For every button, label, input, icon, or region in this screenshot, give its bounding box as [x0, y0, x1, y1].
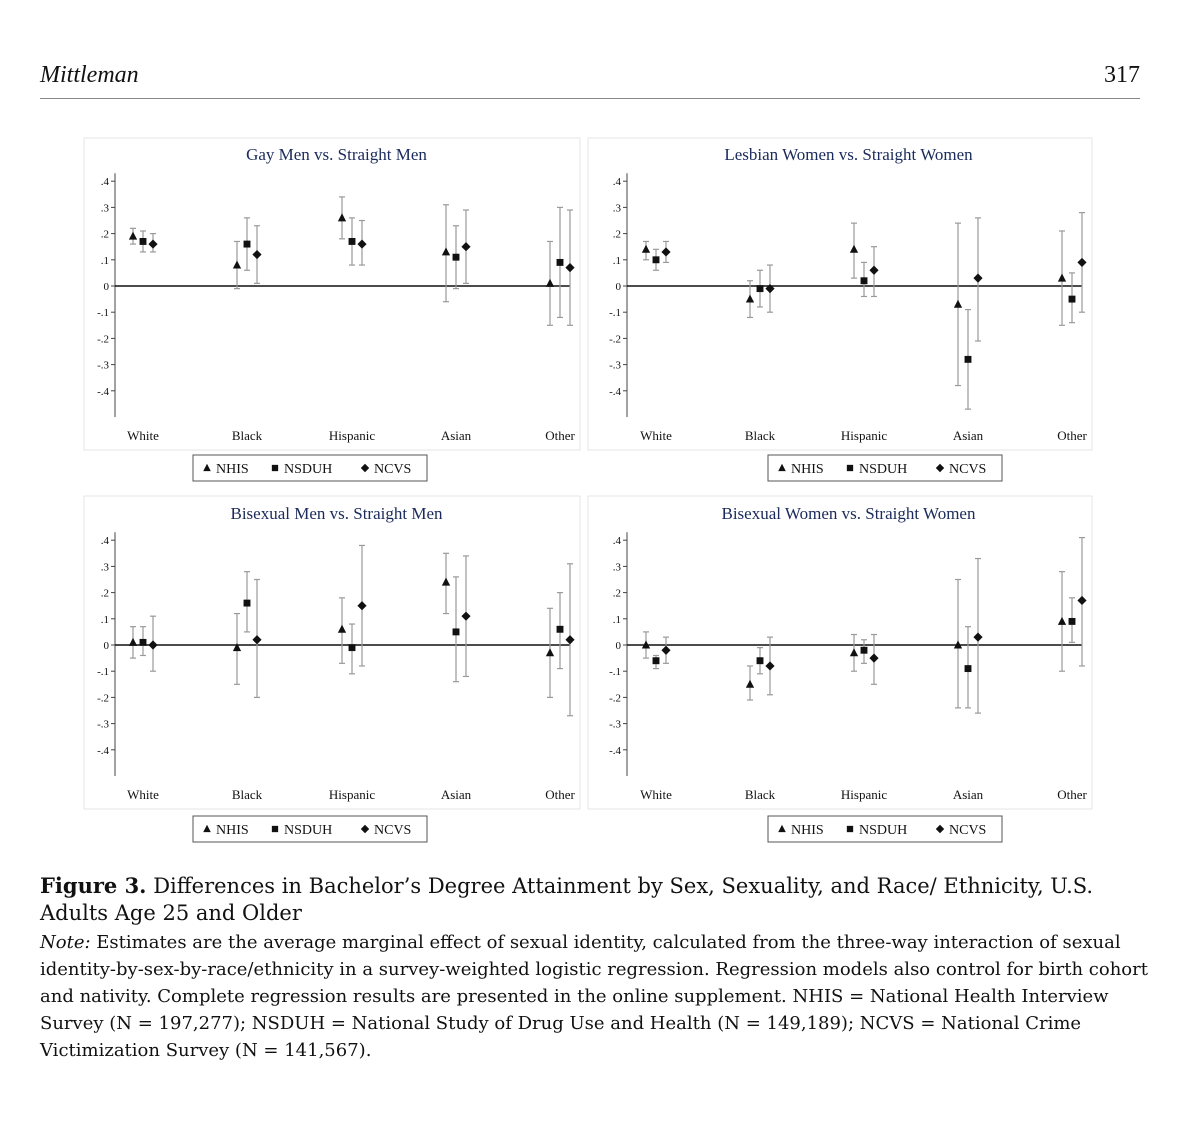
- y-tick-label: -.3: [609, 718, 621, 731]
- x-tick-label: Black: [231, 428, 263, 443]
- y-tick-label: .4: [612, 535, 621, 548]
- legend: [768, 816, 1002, 842]
- data-point-nsduh: [453, 254, 460, 261]
- data-point-nhis: [1058, 274, 1066, 282]
- y-tick-label: .1: [612, 254, 621, 267]
- x-tick-label: Black: [744, 428, 776, 443]
- panel-frame: [84, 496, 580, 809]
- panel-frame: [84, 138, 580, 450]
- data-point-nhis: [746, 295, 754, 303]
- x-tick-label: Hispanic: [328, 787, 376, 802]
- x-tick-label: Asian: [440, 428, 472, 443]
- x-tick-label: Other: [545, 787, 575, 802]
- legend-label: NHIS: [216, 462, 249, 477]
- data-point-nsduh: [140, 639, 147, 646]
- x-tick-label: White: [127, 787, 159, 802]
- x-tick-label: White: [640, 787, 672, 802]
- y-tick-label: 0: [103, 281, 109, 293]
- legend: [768, 455, 1002, 481]
- chart-title: Gay Men vs. Straight Men: [246, 145, 427, 164]
- x-tick-label: White: [127, 428, 159, 443]
- data-point-ncvs: [252, 635, 261, 644]
- y-tick-label: .1: [100, 254, 109, 267]
- y-tick-label: -.3: [609, 359, 621, 372]
- data-point-nhis: [129, 638, 137, 646]
- data-point-nsduh: [244, 600, 251, 607]
- data-point-nsduh: [453, 628, 460, 635]
- x-tick-label: Other: [1057, 787, 1087, 802]
- panel-frame: [588, 496, 1092, 809]
- chart-panel-2: [588, 138, 1092, 481]
- data-point-ncvs: [765, 661, 774, 670]
- data-point-nsduh: [1069, 618, 1076, 625]
- data-point-ncvs: [565, 263, 574, 272]
- data-point-ncvs: [973, 633, 982, 642]
- chart-title: Bisexual Women vs. Straight Women: [721, 504, 976, 523]
- y-tick-label: -.4: [609, 385, 621, 398]
- data-point-nsduh: [757, 657, 764, 664]
- data-point-nhis: [1058, 617, 1066, 625]
- data-point-nsduh: [1069, 296, 1076, 303]
- y-tick-label: -.2: [97, 333, 109, 346]
- data-point-ncvs: [869, 266, 878, 275]
- figure-title: [40, 872, 1150, 927]
- data-point-nsduh: [653, 657, 660, 664]
- x-tick-label: Asian: [440, 787, 472, 802]
- x-tick-label: Black: [744, 787, 776, 802]
- running-head-author: Mittleman: [40, 62, 139, 88]
- x-tick-label: Hispanic: [840, 428, 888, 443]
- data-point-ncvs: [869, 654, 878, 663]
- y-tick-label: -.2: [97, 692, 109, 705]
- chart-panel-3: [84, 496, 580, 842]
- y-tick-label: -.4: [97, 744, 109, 757]
- data-point-nhis: [338, 213, 346, 221]
- panel-frame: [588, 138, 1092, 450]
- y-tick-label: .4: [612, 176, 621, 189]
- y-tick-label: .2: [100, 228, 109, 241]
- y-tick-label: .1: [612, 613, 621, 626]
- chart-panel-4: [588, 496, 1092, 842]
- data-point-ncvs: [661, 646, 670, 655]
- legend-label: NCVS: [949, 462, 987, 477]
- data-point-nsduh: [757, 285, 764, 292]
- page-number: 317: [1104, 62, 1140, 88]
- y-tick-label: .2: [100, 587, 109, 600]
- y-tick-label: -.4: [97, 385, 109, 398]
- data-point-nhis: [129, 232, 137, 240]
- note-text: Estimates are the average marginal effect of sexual identity, calculated from the three-way interaction of sexual identity-by-sex-by-race/ethnicity in a survey-weighted logistic regression. Regression models also control for birth cohort and nativity. Complete regression results are presented in the online supplement. NHIS = National Health Interview Survey (N = 197,277); NSDUH = National Study of Drug Use and Health (N = 149,189); NCVS = National Crime Victimization Survey (N = 141,567).: [40, 932, 1148, 1061]
- data-point-nhis: [442, 578, 450, 586]
- y-tick-label: 0: [615, 281, 621, 293]
- y-tick-label: .3: [612, 561, 621, 574]
- y-tick-label: -.2: [609, 333, 621, 346]
- data-point-nhis: [546, 648, 554, 656]
- legend-label: NHIS: [216, 823, 249, 838]
- legend: [193, 816, 427, 842]
- legend-label: NCVS: [949, 823, 987, 838]
- legend-label: NSDUH: [284, 823, 333, 838]
- legend-label: NCVS: [374, 462, 412, 477]
- x-tick-label: Hispanic: [840, 787, 888, 802]
- data-point-ncvs: [973, 274, 982, 283]
- figure-caption: [40, 872, 1150, 1064]
- x-tick-label: Other: [1057, 428, 1087, 443]
- data-point-nsduh: [349, 644, 356, 651]
- x-tick-label: Black: [231, 787, 263, 802]
- figure-title-text: Differences in Bachelor’s Degree Attainment by Sex, Sexuality, and Race/ Ethnicity, U.S. Adults Age 25 and Older: [40, 874, 1094, 925]
- data-point-ncvs: [661, 247, 670, 256]
- y-tick-label: .2: [612, 587, 621, 600]
- legend-label: NSDUH: [859, 462, 908, 477]
- data-point-ncvs: [565, 635, 574, 644]
- data-point-nhis: [746, 680, 754, 688]
- data-point-ncvs: [148, 640, 157, 649]
- data-point-nsduh: [557, 626, 564, 633]
- y-tick-label: -.3: [97, 359, 109, 372]
- y-tick-label: -.2: [609, 692, 621, 705]
- data-point-nsduh: [861, 277, 868, 284]
- data-point-nsduh: [140, 238, 147, 245]
- y-tick-label: .1: [100, 613, 109, 626]
- data-point-ncvs: [148, 239, 157, 248]
- note-label: Note:: [40, 932, 91, 953]
- chart-title: Lesbian Women vs. Straight Women: [724, 145, 973, 164]
- y-tick-label: .3: [100, 202, 109, 215]
- x-tick-label: White: [640, 428, 672, 443]
- data-point-nhis: [642, 245, 650, 253]
- y-tick-label: -.4: [609, 744, 621, 757]
- x-tick-label: Asian: [952, 787, 984, 802]
- data-point-ncvs: [357, 239, 366, 248]
- y-tick-label: -.1: [97, 666, 109, 679]
- chart-panel-1: [84, 138, 580, 481]
- chart-title: Bisexual Men vs. Straight Men: [230, 504, 443, 523]
- y-tick-label: .2: [612, 228, 621, 241]
- data-point-ncvs: [1077, 596, 1086, 605]
- legend-marker-nsduh: [847, 826, 853, 832]
- legend-label: NHIS: [791, 823, 824, 838]
- figure-note: [40, 929, 1150, 1064]
- data-point-nsduh: [557, 259, 564, 266]
- data-point-ncvs: [461, 612, 470, 621]
- legend: [193, 455, 427, 481]
- y-tick-label: -.1: [609, 666, 621, 679]
- y-tick-label: 0: [615, 640, 621, 652]
- data-point-nhis: [850, 245, 858, 253]
- data-point-ncvs: [1077, 258, 1086, 267]
- data-point-ncvs: [357, 601, 366, 610]
- x-tick-label: Asian: [952, 428, 984, 443]
- data-point-nhis: [442, 247, 450, 255]
- x-tick-label: Other: [545, 428, 575, 443]
- data-point-ncvs: [252, 250, 261, 259]
- data-point-nsduh: [349, 238, 356, 245]
- legend-marker-nsduh: [847, 465, 853, 471]
- x-tick-label: Hispanic: [328, 428, 376, 443]
- data-point-nhis: [338, 625, 346, 633]
- data-point-ncvs: [461, 242, 470, 251]
- data-point-nhis: [954, 300, 962, 308]
- legend-label: NSDUH: [859, 823, 908, 838]
- legend-label: NSDUH: [284, 462, 333, 477]
- legend-marker-nsduh: [272, 826, 278, 832]
- data-point-nsduh: [861, 647, 868, 654]
- legend-marker-nsduh: [272, 465, 278, 471]
- y-tick-label: -.3: [97, 718, 109, 731]
- data-point-nsduh: [965, 356, 972, 363]
- data-point-nhis: [546, 279, 554, 287]
- y-tick-label: -.1: [97, 307, 109, 320]
- legend-label: NCVS: [374, 823, 412, 838]
- y-tick-label: .3: [100, 561, 109, 574]
- y-tick-label: -.1: [609, 307, 621, 320]
- y-tick-label: .4: [100, 176, 109, 189]
- data-point-nhis: [850, 648, 858, 656]
- y-tick-label: 0: [103, 640, 109, 652]
- data-point-nhis: [233, 260, 241, 268]
- figure-label: Figure 3.: [40, 873, 147, 898]
- y-tick-label: .3: [612, 202, 621, 215]
- y-tick-label: .4: [100, 535, 109, 548]
- data-point-nsduh: [965, 665, 972, 672]
- legend-label: NHIS: [791, 462, 824, 477]
- data-point-nsduh: [653, 256, 660, 263]
- data-point-nsduh: [244, 241, 251, 248]
